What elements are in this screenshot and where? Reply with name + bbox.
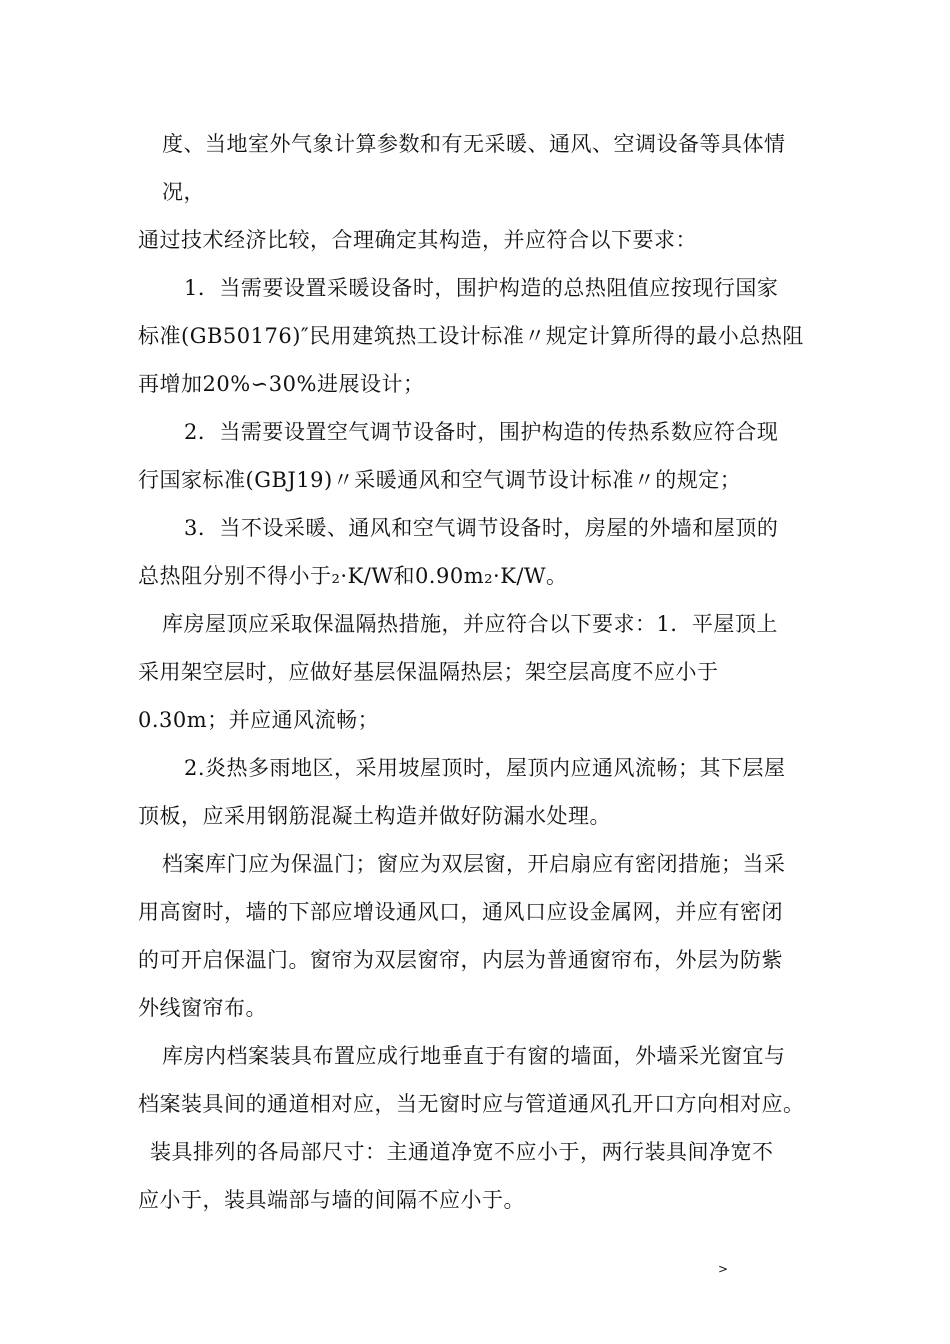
text-line-5: 标准(GB50176)″民用建筑热工设计标准〃规定计算所得的最小总热阻 xyxy=(138,324,804,348)
text-line-6: 再增加20%∽30%进展设计； xyxy=(138,372,425,396)
text-line-16: 档案库门应为保温门；窗应为双层窗，开启扇应有密闭措施；当采 xyxy=(162,852,786,876)
text-line-3: 通过技术经济比较，合理确定其构造，并应符合以下要求： xyxy=(138,228,697,252)
text-line-9: 3．当不设采暖、通风和空气调节设备时，房屋的外墙和屋顶的 xyxy=(184,516,779,540)
text-line-2: 况， xyxy=(162,180,205,204)
text-line-11: 库房屋顶应采取保温隔热措施，并应符合以下要求：1．平屋顶上 xyxy=(162,612,778,636)
text-line-1: 度、当地室外气象计算参数和有无采暖、通风、空调设备等具体情 xyxy=(162,132,786,156)
text-line-15: 顶板，应采用钢筋混凝土构造并做好防漏水处理。 xyxy=(138,804,611,828)
text-line-12: 采用架空层时，应做好基层保温隔热层；架空层高度不应小于 xyxy=(138,660,719,684)
text-line-14: 2.炎热多雨地区，采用坡屋顶时，屋顶内应通风流畅；其下层屋 xyxy=(184,756,786,780)
text-line-8: 行国家标准(GBJ19)〃采暖通风和空气调节设计标准〃的规定； xyxy=(138,468,742,492)
text-line-22: 装具排列的各局部尺寸：主通道净宽不应小于，两行装具间净宽不 xyxy=(150,1140,774,1164)
text-line-10: 总热阻分别不得小于₂·K/W和0.90m₂·K/W。 xyxy=(138,564,568,588)
page-marker: > xyxy=(718,1262,729,1276)
text-line-4: 1．当需要设置采暖设备时，围护构造的总热阻值应按现行国家 xyxy=(184,276,779,300)
text-line-23: 应小于，装具端部与墙的间隔不应小于。 xyxy=(138,1188,525,1212)
text-line-13: 0.30m；并应通风流畅； xyxy=(138,708,380,732)
text-line-7: 2．当需要设置空气调节设备时，围护构造的传热系数应符合现 xyxy=(184,420,779,444)
text-line-20: 库房内档案装具布置应成行地垂直于有窗的墙面，外墙采光窗宜与 xyxy=(162,1044,786,1068)
text-line-19: 外线窗帘布。 xyxy=(138,996,267,1020)
text-line-21: 档案装具间的通道相对应，当无窗时应与管道通风孔开口方向相对应。 xyxy=(138,1092,805,1116)
text-line-18: 的可开启保温门。窗帘为双层窗帘，内层为普通窗帘布，外层为防紫 xyxy=(138,948,783,972)
text-line-17: 用高窗时，墙的下部应增设通风口，通风口应设金属网，并应有密闭 xyxy=(138,900,783,924)
